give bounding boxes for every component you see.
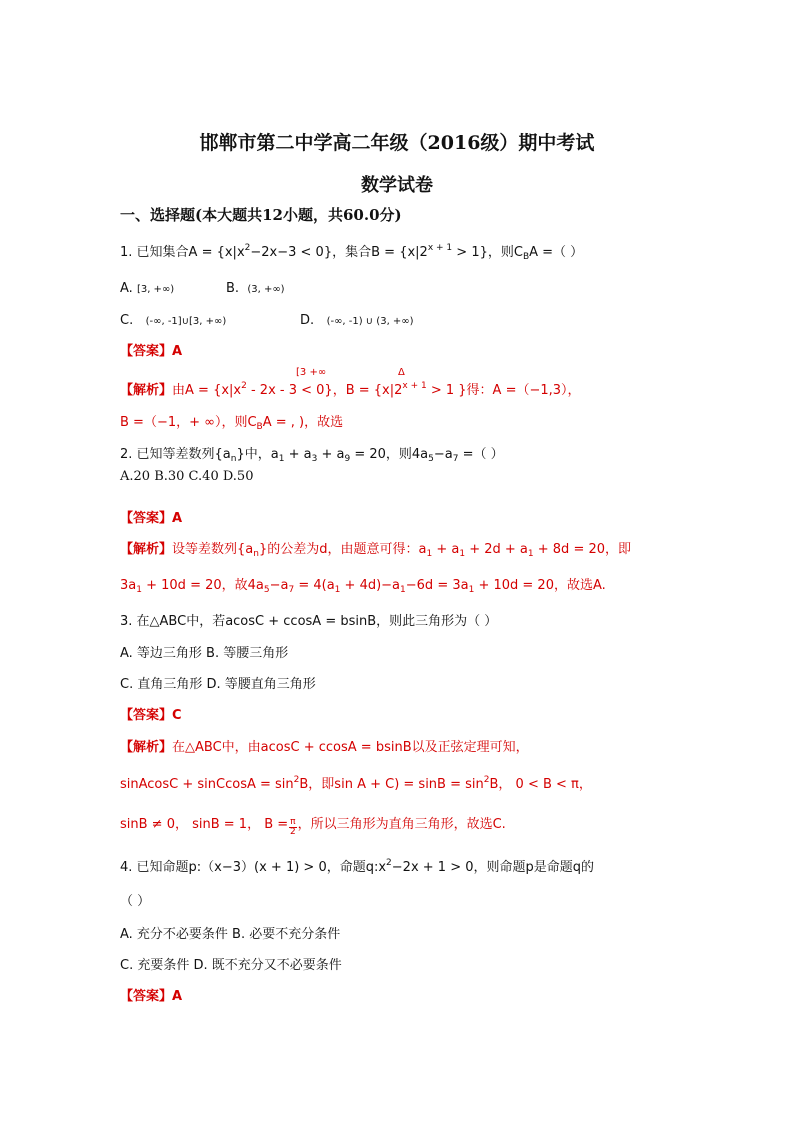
question-4-paren: （ ） [120,894,151,909]
question-1-answer: 【答案】A [120,344,183,359]
question-1-floating-mark: [3 +∞ [296,367,327,378]
question-2-analysis-line-1: 【解析】设等差数列$\{a_n\}$的公差为d，由题意可得：$a_1 + a_1 + 2d + a_1 + 8d = 20$，即 [120,542,632,559]
question-1-option-b: B. (3, +∞) [226,281,285,296]
question-4-answer: 【答案】A [120,989,183,1004]
question-3-options-cd: C. 直角三角形 D. 等腰直角三角形 [120,677,316,692]
question-2-analysis-line-2: $3a_1 + 10d = 20$，故$4a_5-a_7 = 4(a_1 + 4d)-a_1-6d = 3a_1 + 10d = 20$，故选A. [120,578,606,595]
question-2-options: A.20 B.30 C.40 D.50 [120,469,254,484]
question-4-options-ab: A. 充分不必要条件 B. 必要不充分条件 [120,927,341,942]
question-1-floating-delta: Δ [398,367,405,378]
question-1-prompt: 1. 已知集合$A = \{x|x^2-2x-3 < 0\}$，集合$B = \{x|2^{x + 1} > 1\}$，则$C_BA$ =（ ） [120,243,584,262]
question-4-options-cd: C. 充要条件 D. 既不充分又不必要条件 [120,958,342,973]
question-2-prompt: 2. 已知等差数列$\{a_n\}$中，$a_1 + a_3 + a_9 = 20$，则$4a_5-a_7$ =（ ） [120,447,504,464]
question-4-prompt: 4. 已知命题p:（x−3）(x + 1) > 0，命题$q:x^2-2x + 1 > 0$，则命题p是命题q的 [120,858,594,875]
question-3-options-ab: A. 等边三角形 B. 等腰三角形 [120,646,289,661]
pi-over-2-fraction: $\frac{\pi}{2}$ [290,817,296,837]
question-1-option-d: D. (-∞, -1) ∪ (3, +∞) [300,313,414,328]
question-1-option-c: C. (-∞, -1]∪[3, +∞) [120,313,227,328]
exam-title: 邯郸市第二中学高二年级（2016级）期中考试 [199,132,595,154]
question-3-analysis-line-1: 【解析】在△ABC中，由acosC + ccosA = bsinB以及正弦定理可知， [120,740,529,755]
question-3-answer: 【答案】C [120,708,182,723]
question-1-analysis-line-2: B =（−1，+ ∞），则$C_BA$ = , )，故选 [120,415,344,432]
question-3-analysis-line-2: sinAcosC + sinCcosA = $\sin^2B$，即$\sin A + C) = \sin B = \sin^2B$， 0 < B < π， [120,775,592,792]
question-1-option-a: A. [3, +∞) [120,281,175,296]
question-3-analysis-line-3: sinB ≠ 0， sinB = 1， B = $\frac{\pi}{2}$ ，所以三角形为直角三角形，故选C. [120,817,506,837]
exam-subtitle: 数学试卷 [361,175,433,196]
question-1-analysis-line-1: 【解析】由$A = \{x|x^2 - 2x - 3 < 0\}$，$B = \{x|2^{x + 1} > 1$ }得：A =（−1,3）， [120,381,581,398]
question-2-answer: 【答案】A [120,511,183,526]
question-3-prompt: 3. 在△ABC中，若acosC + ccosA = bsinB，则此三角形为（ ） [120,614,498,629]
section-heading: 一、选择题(本大题共12小题，共60.0分) [120,206,402,224]
